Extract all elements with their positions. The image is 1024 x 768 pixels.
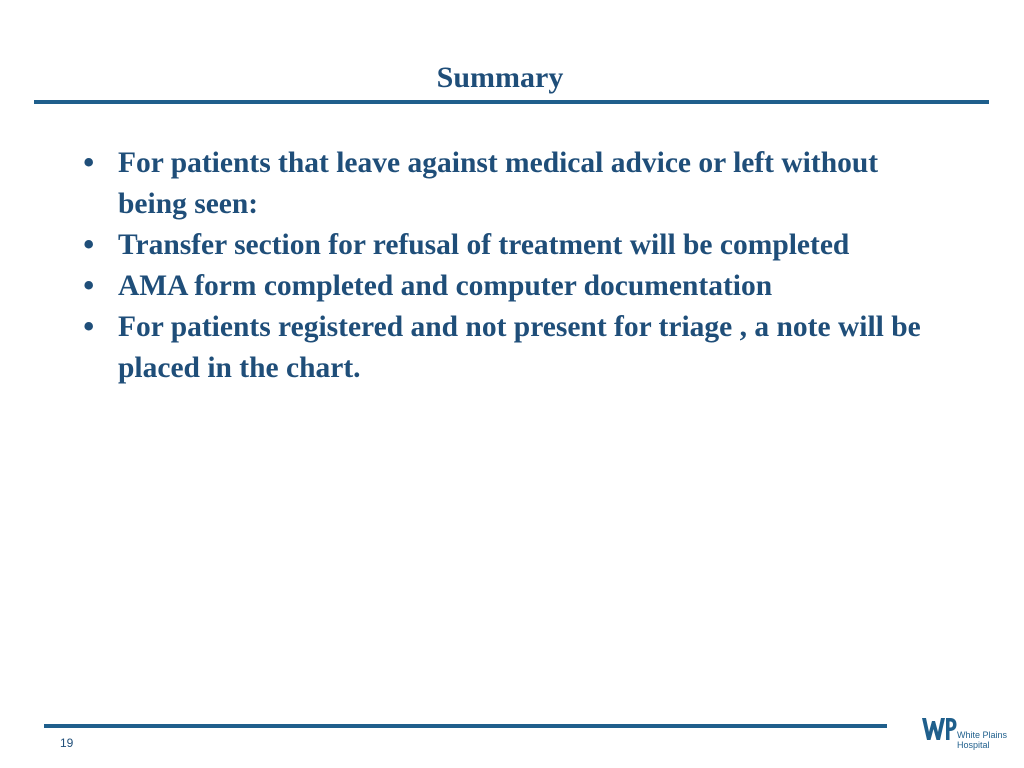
logo-line-1: White Plains (957, 730, 1008, 740)
bullet-list (80, 143, 930, 389)
bullet-dot-icon: • (80, 269, 98, 303)
logo-line-2: Hospital (957, 740, 990, 750)
page-number: 19 (60, 736, 74, 750)
bullet-item (80, 143, 930, 225)
footer-divider (44, 724, 887, 728)
bullet-dot-icon: • (80, 228, 98, 262)
bullet-item (80, 266, 930, 307)
slide-title: Summary (436, 61, 564, 94)
bullet-text: AMA form completed and computer documentation (118, 270, 773, 302)
wp-logo-icon (921, 712, 957, 746)
title-divider (34, 100, 989, 104)
bullet-dot-icon: • (80, 310, 98, 344)
bullet-item (80, 225, 930, 266)
bullet-item (80, 307, 930, 389)
logo-text (957, 730, 1017, 750)
bullet-text: Transfer section for refusal of treatment will be completed (118, 229, 850, 261)
bullet-text: For patients registered and not present for triage , a note will be placed in the chart. (118, 311, 921, 384)
bullet-dot-icon: • (80, 146, 98, 180)
bullet-text: For patients that leave against medical advice or left without being seen: (118, 147, 879, 220)
hospital-logo (921, 712, 1013, 762)
